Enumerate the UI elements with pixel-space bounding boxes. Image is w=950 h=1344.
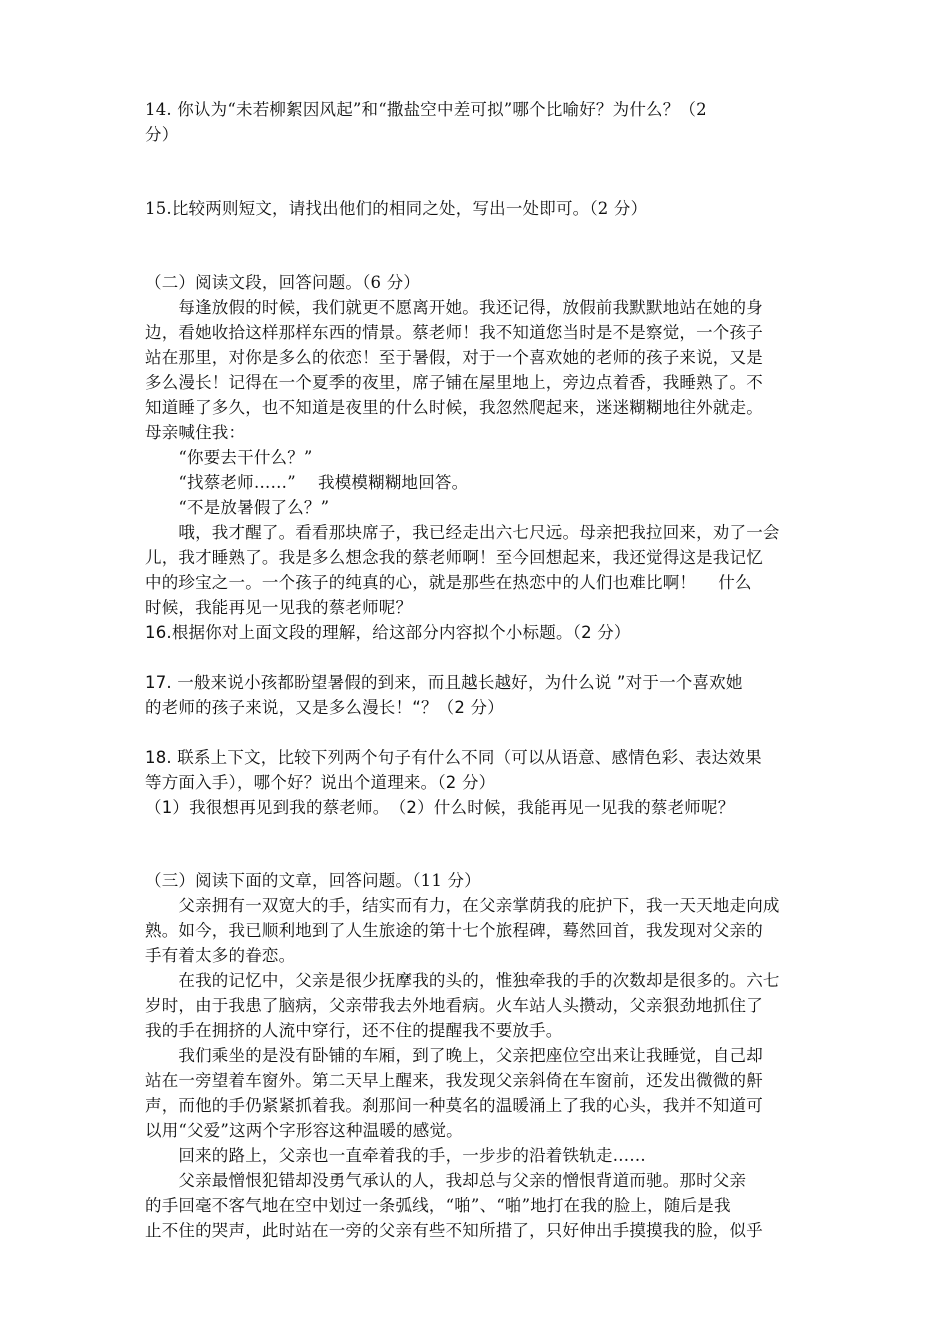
question-16: 16.根据你对上面文段的理解，给这部分内容拟个小标题。（2 分） — [145, 623, 631, 642]
section-3-heading: （三）阅读下面的文章，回答问题。（11 分） — [145, 871, 481, 890]
question-14-line-1: 14. 你认为“未若柳絮因风起”和“撒盐空中差可拟”哪个比喻好？为什么？（2 — [145, 100, 707, 119]
section-2-paragraph-line: 哦，我才醒了。看看那块席子，我已经走出六七尺远。母亲把我拉回来，劝了一会 — [145, 523, 780, 542]
section-2-paragraph-line: 多么漫长！记得在一个夏季的夜里，席子铺在屋里地上，旁边点着香，我睡熟了。不 — [145, 373, 763, 392]
section-2-paragraph-line: 中的珍宝之一。一个孩子的纯真的心，就是那些在热恋中的人们也难比啊！ 什么 — [145, 573, 752, 592]
section-3-text-line: 回来的路上，父亲也一直牵着我的手，一步步的沿着铁轨走…… — [145, 1146, 646, 1165]
question-18-line-1: 18. 联系上下文，比较下列两个句子有什么不同（可以从语意、感情色彩、表达效果 — [145, 748, 762, 767]
section-2-paragraph-line: 知道睡了多久，也不知道是夜里的什么时候，我忽然爬起来，迷迷糊糊地往外就走。 — [145, 398, 763, 417]
section-3-text-line: 以用“父爱”这两个字形容这种温暖的感觉。 — [145, 1121, 463, 1140]
question-15: 15.比较两则短文，请找出他们的相同之处，写出一处即可。（2 分） — [145, 199, 648, 218]
section-3-text-line: 在我的记忆中，父亲是很少抚摩我的头的，惟独牵我的手的次数却是很多的。六七 — [145, 971, 780, 990]
section-3-text-line: 熟。如今，我已顺利地到了人生旅途的第十七个旅程碑，蓦然回首，我发现对父亲的 — [145, 921, 763, 940]
question-14-line-2: 分） — [145, 125, 179, 144]
section-3-text-line: 父亲拥有一双宽大的手，结实而有力，在父亲掌荫我的庇护下，我一天天地走向成 — [145, 896, 780, 915]
section-3-text-line: 的手回毫不客气地在空中划过一条弧线，“啪”、“啪”地打在我的脸上，随后是我 — [145, 1196, 731, 1215]
section-3-text-line: 父亲最憎恨犯错却没勇气承认的人，我却总与父亲的憎恨背道而驰。那时父亲 — [145, 1171, 747, 1190]
section-2-paragraph-line: 母亲喊住我： — [145, 423, 246, 442]
section-2-paragraph-line: 每逢放假的时候，我们就更不愿离开她。我还记得，放假前我默默地站在她的身 — [145, 298, 763, 317]
question-17-line-2: 的老师的孩子来说，又是多么漫长！“？（2 分） — [145, 698, 504, 717]
section-2-dialog-line: “你要去干什么？” — [145, 448, 313, 467]
section-2-paragraph-line: 时候，我能再见一见我的蔡老师呢？ — [145, 598, 413, 617]
section-3-text-line: 岁时，由于我患了脑病，父亲带我去外地看病。火车站人头攒动，父亲狠劲地抓住了 — [145, 996, 763, 1015]
question-18-sentences: （1）我很想再见到我的蔡老师。 （2）什么时候，我能再见一见我的蔡老师呢？ — [145, 798, 735, 817]
section-2-heading: （二）阅读文段，回答问题。（6 分） — [145, 273, 421, 292]
section-2-paragraph-line: 边，看她收拾这样那样东西的情景。蔡老师！我不知道您当时是不是察觉，一个孩子 — [145, 323, 763, 342]
section-3-text-line: 声，而他的手仍紧紧抓着我。刹那间一种莫名的温暖涌上了我的心头，我并不知道可 — [145, 1096, 763, 1115]
question-18-line-2: 等方面入手），哪个好？说出个道理来。（2 分） — [145, 773, 496, 792]
section-3-text-line: 我们乘坐的是没有卧铺的车厢，到了晚上，父亲把座位空出来让我睡觉，自己却 — [145, 1046, 763, 1065]
section-3-text-line: 我的手在拥挤的人流中穿行，还不住的提醒我不要放手。 — [145, 1021, 563, 1040]
section-2-dialog-line: “不是放暑假了么？” — [145, 498, 330, 517]
section-3-text-line: 站在一旁望着车窗外。第二天早上醒来，我发现父亲斜倚在车窗前，还发出微微的鼾 — [145, 1071, 763, 1090]
section-3-text-line: 手有着太多的眷恋。 — [145, 946, 296, 965]
section-2-paragraph-line: 站在那里，对你是多么的依恋！至于暑假，对于一个喜欢她的老师的孩子来说，又是 — [145, 348, 763, 367]
section-3-text-line: 止不住的哭声，此时站在一旁的父亲有些不知所措了，只好伸出手摸摸我的脸，似乎 — [145, 1221, 763, 1240]
section-2-dialog-line: “找蔡老师……” 我模模糊糊地回答。 — [145, 473, 469, 492]
question-17-line-1: 17. 一般来说小孩都盼望暑假的到来，而且越长越好，为什么说 ”对于一个喜欢她 — [145, 673, 743, 692]
section-2-paragraph-line: 儿，我才睡熟了。我是多么想念我的蔡老师啊！至今回想起来，我还觉得这是我记忆 — [145, 548, 763, 567]
